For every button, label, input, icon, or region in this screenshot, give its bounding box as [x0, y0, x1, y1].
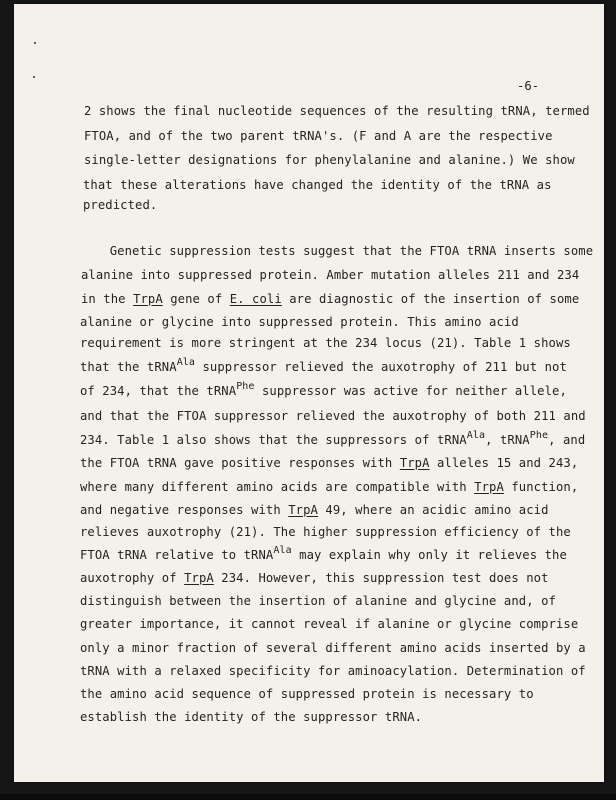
text-line: the amino acid sequence of suppressed protein is necessary to — [80, 687, 534, 701]
text-span: 234. Table 1 also shows that the suppressors of tRNA — [80, 433, 467, 447]
organism-name: E. coli — [229, 292, 282, 306]
margin-mark — [33, 76, 35, 78]
text-span: , tRNA — [485, 433, 530, 447]
gene-name: TrpA — [133, 292, 163, 306]
text-span: in the — [81, 292, 134, 306]
text-line: only a minor fraction of several different amino acids inserted by a — [80, 641, 586, 655]
text-line — [80, 503, 549, 517]
text-span: of 234, that the tRNA — [80, 384, 237, 398]
text-line: predicted. — [83, 198, 158, 212]
text-line: and that the FTOA suppressor relieved the auxotrophy of both 211 and — [80, 409, 586, 423]
text-line: alanine into suppressed protein. Amber mutation alleles 211 and 234 — [81, 268, 580, 282]
text-span: , and — [548, 433, 586, 447]
text-line — [80, 381, 567, 398]
page-number: -6- — [517, 79, 540, 93]
text-line — [80, 244, 593, 258]
text-line: that these alterations have changed the identity of the tRNA as — [83, 178, 552, 192]
text-line — [80, 357, 567, 374]
text-span: function, — [503, 480, 579, 494]
gene-name: TrpA — [474, 480, 504, 494]
text-line — [80, 571, 549, 585]
document-page — [14, 4, 604, 782]
text-line: tRNA with a relaxed specificity for aminoacylation. Determination of — [80, 664, 586, 678]
superscript: Ala — [273, 545, 292, 556]
superscript: Phe — [529, 430, 549, 441]
text-span: where many different amino acids are compatible with — [80, 480, 475, 494]
superscript: Ala — [176, 357, 196, 368]
text-span: alleles 15 and 243, — [429, 456, 579, 470]
gene-name: TrpA — [288, 503, 318, 517]
text-span: Genetic suppression tests suggest that the FTOA tRNA inserts some — [80, 244, 594, 258]
text-span: that the tRNA — [80, 360, 177, 374]
gene-name: TrpA — [399, 456, 430, 470]
text-span: suppressor was active for neither allele, — [254, 384, 567, 398]
text-line: alanine or glycine into suppressed protein. This amino acid — [80, 315, 519, 329]
text-span: suppressor relieved the auxotrophy of 211 but not — [195, 360, 567, 374]
scan-border — [0, 794, 616, 800]
text-line: single-letter designations for phenylalanine and alanine.) We show — [84, 153, 575, 167]
text-span: 234. However, this suppression test does not — [213, 571, 549, 585]
text-span: auxotrophy of — [80, 571, 185, 585]
text-line: 2 shows the final nucleotide sequences of the resulting tRNA, termed — [84, 104, 590, 118]
text-span: and negative responses with — [80, 503, 289, 517]
text-line: requirement is more stringent at the 234 locus (21). Table 1 shows — [80, 336, 571, 350]
text-line: greater importance, it cannot reveal if alanine or glycine comprise — [80, 617, 579, 631]
text-line: establish the identity of the suppressor tRNA. — [80, 710, 423, 724]
text-span: gene of — [162, 292, 230, 306]
text-line — [80, 480, 578, 494]
text-span: are diagnostic of the insertion of some — [281, 292, 580, 306]
text-line — [80, 456, 578, 470]
text-line: relieves auxotrophy (21). The higher suppression efficiency of the — [80, 525, 571, 539]
text-line: distinguish between the insertion of alanine and glycine and, of — [80, 594, 556, 608]
superscript: Phe — [236, 381, 255, 392]
text-span: may explain why only it relieves the — [291, 548, 567, 562]
text-span: FTOA tRNA relative to tRNA — [80, 548, 274, 562]
text-line: FTOA, and of the two parent tRNA's. (F and A are the respective — [84, 129, 553, 143]
text-span: 49, where an acidic amino acid — [318, 503, 549, 517]
text-line — [81, 292, 579, 306]
text-span: the FTOA tRNA gave positive responses with — [80, 456, 400, 470]
gene-name: TrpA — [184, 571, 214, 585]
text-line — [80, 430, 586, 447]
margin-mark — [34, 42, 36, 44]
superscript: Ala — [466, 430, 486, 441]
text-line — [80, 545, 567, 562]
